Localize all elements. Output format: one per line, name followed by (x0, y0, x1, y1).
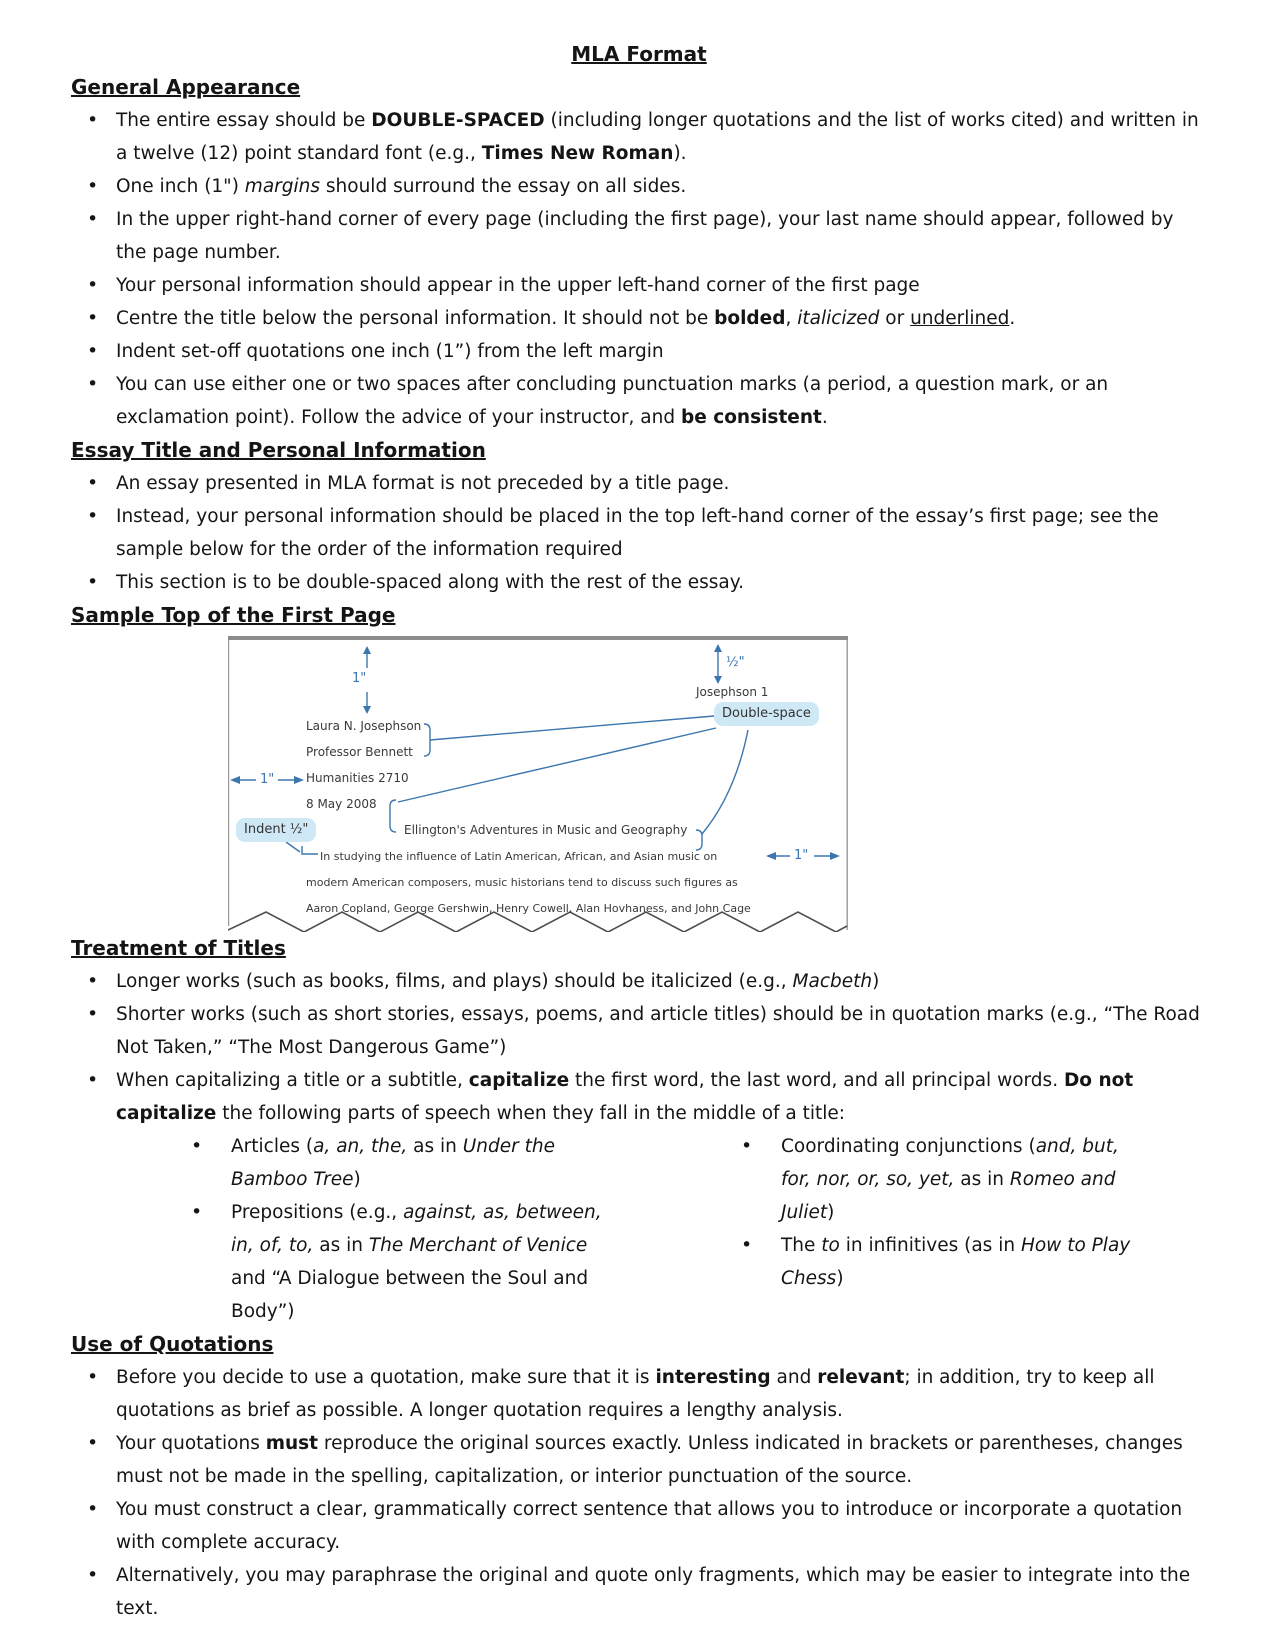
arrowhead-up-icon (714, 644, 722, 652)
annotation-line (702, 730, 748, 834)
bullet-item: • When capitalizing a title or a subtitle, capitalize the first word, the last word, and all principal words. Do not capitalize the following parts of speech when they fall in the middle of a title: (71, 1064, 1207, 1130)
sample-body-line: Aaron Copland, George Gershwin, Henry Cowell, Alan Hovhaness, and John Cage (306, 902, 751, 915)
heading-treatment-of-titles: Treatment of Titles (71, 936, 286, 960)
use-of-quotations-list (71, 1361, 1207, 1625)
sample-essay-title: Ellington's Adventures in Music and Geography (404, 823, 688, 837)
bullet-item: • One inch (1") margins should surround the essay on all sides. (71, 170, 1207, 203)
bullet-item: • In the upper right-hand corner of every page (including the first page), your last name should appear, followed by the page number. (71, 203, 1207, 269)
bullet-item: • Coordinating conjunctions (and, but, for, nor, or, so, yet, as in Romeo and Juliet) (741, 1130, 1146, 1229)
bullet-item: • Prepositions (e.g., against, as, between, in, of, to, as in The Merchant of Venice and “A Dialogue between the Soul and Body”) (191, 1196, 616, 1328)
arrowhead-left-icon (766, 852, 776, 860)
right-margin-measure-label: 1" (794, 848, 809, 863)
essay-title-list (71, 467, 1207, 599)
bullet-item: • Articles (a, an, the, as in Under the Bamboo Tree) (191, 1130, 616, 1196)
sample-body-line: modern American composers, music historians tend to discuss such figures as (306, 876, 738, 889)
bullet-item: • Centre the title below the personal information. It should not be bolded, italicized or underlined. (71, 302, 1207, 335)
arrowhead-left-icon (230, 776, 240, 784)
treatment-of-titles-list (71, 965, 1207, 1130)
half-inch-measure-label: ½" (726, 655, 745, 670)
title-space-bracket (390, 800, 396, 832)
exceptions-left-list (191, 1130, 616, 1328)
heading-essay-title-personal-info: Essay Title and Personal Information (71, 438, 486, 462)
sample-first-page-figure (228, 636, 848, 932)
left-margin-measure-label: 1" (260, 772, 275, 787)
bullet-item: • Before you decide to use a quotation, make sure that it is interesting and relevant; in addition, try to keep all quotations as brief as possible. A longer quotation requires a lengthy analysis. (71, 1361, 1207, 1427)
annotation-line (430, 716, 714, 740)
general-appearance-list (71, 104, 1207, 434)
sample-date: 8 May 2008 (306, 797, 377, 811)
bullet-item: • This section is to be double-spaced along with the rest of the essay. (71, 566, 1207, 599)
exceptions-right-list (741, 1130, 1146, 1295)
sample-professor-name: Professor Bennett (306, 745, 413, 759)
arrowhead-down-icon (363, 706, 371, 714)
bullet-item: • The to in infinitives (as in How to Play Chess) (741, 1229, 1146, 1295)
bullet-item: • The entire essay should be DOUBLE-SPACED (including longer quotations and the list of works cited) and written in a twelve (12) point standard font (e.g., Times New Roman). (71, 104, 1207, 170)
double-space-callout: Double-space (714, 702, 819, 726)
exceptions-right-column (741, 1130, 1146, 1328)
sample-course-name: Humanities 2710 (306, 771, 409, 785)
sample-body-line: In studying the influence of Latin American, African, and Asian music on (320, 850, 718, 863)
page-title: MLA Format (571, 42, 707, 66)
bullet-item: • Your quotations must reproduce the original sources exactly. Unless indicated in brackets or parentheses, changes must not be made in the spelling, capitalization, or interior punctuation of the source. (71, 1427, 1207, 1493)
sample-student-name: Laura N. Josephson (306, 719, 422, 733)
bullet-item: • You can use either one or two spaces after concluding punctuation marks (a period, a question mark, or an exclamation point). Follow the advice of your instructor, and be consistent. (71, 368, 1207, 434)
capitalization-exceptions-columns (191, 1130, 1207, 1328)
double-space-bracket (424, 724, 430, 756)
arrowhead-right-icon (294, 776, 304, 784)
arrowhead-down-icon (714, 676, 722, 684)
sample-page-number: Josephson 1 (696, 685, 769, 699)
bullet-item: • Longer works (such as books, films, and plays) should be italicized (e.g., Macbeth) (71, 965, 1207, 998)
bullet-item: • An essay presented in MLA format is not preceded by a title page. (71, 467, 1207, 500)
bullet-item: • Alternatively, you may paraphrase the original and quote only fragments, which may be easier to integrate into the text. (71, 1559, 1207, 1625)
heading-general-appearance: General Appearance (71, 75, 301, 99)
arrowhead-up-icon (363, 646, 371, 654)
bullet-item: • Shorter works (such as short stories, essays, poems, and article titles) should be in quotation marks (e.g., “The Road Not Taken,” “The Most Dangerous Game”) (71, 998, 1207, 1064)
indent-hook (302, 846, 318, 854)
arrowhead-right-icon (830, 852, 840, 860)
paragraph-space-bracket (696, 830, 702, 850)
bullet-item: • Your personal information should appear in the upper left-hand corner of the first page (71, 269, 1207, 302)
bullet-item: • You must construct a clear, grammatically correct sentence that allows you to introduce or incorporate a quotation with complete accuracy. (71, 1493, 1207, 1559)
heading-use-of-quotations: Use of Quotations (71, 1332, 274, 1356)
bullet-item: • Instead, your personal information should be placed in the top left-hand corner of the essay’s first page; see the sample below for the order of the information required (71, 500, 1207, 566)
top-margin-measure-label: 1" (352, 671, 367, 686)
exceptions-left-column (191, 1130, 616, 1328)
bullet-item: • Indent set-off quotations one inch (1”) from the left margin (71, 335, 1207, 368)
heading-sample-top-first-page: Sample Top of the First Page (71, 603, 396, 627)
indent-callout: Indent ½" (236, 818, 316, 842)
indent-pointer-line (286, 842, 300, 852)
